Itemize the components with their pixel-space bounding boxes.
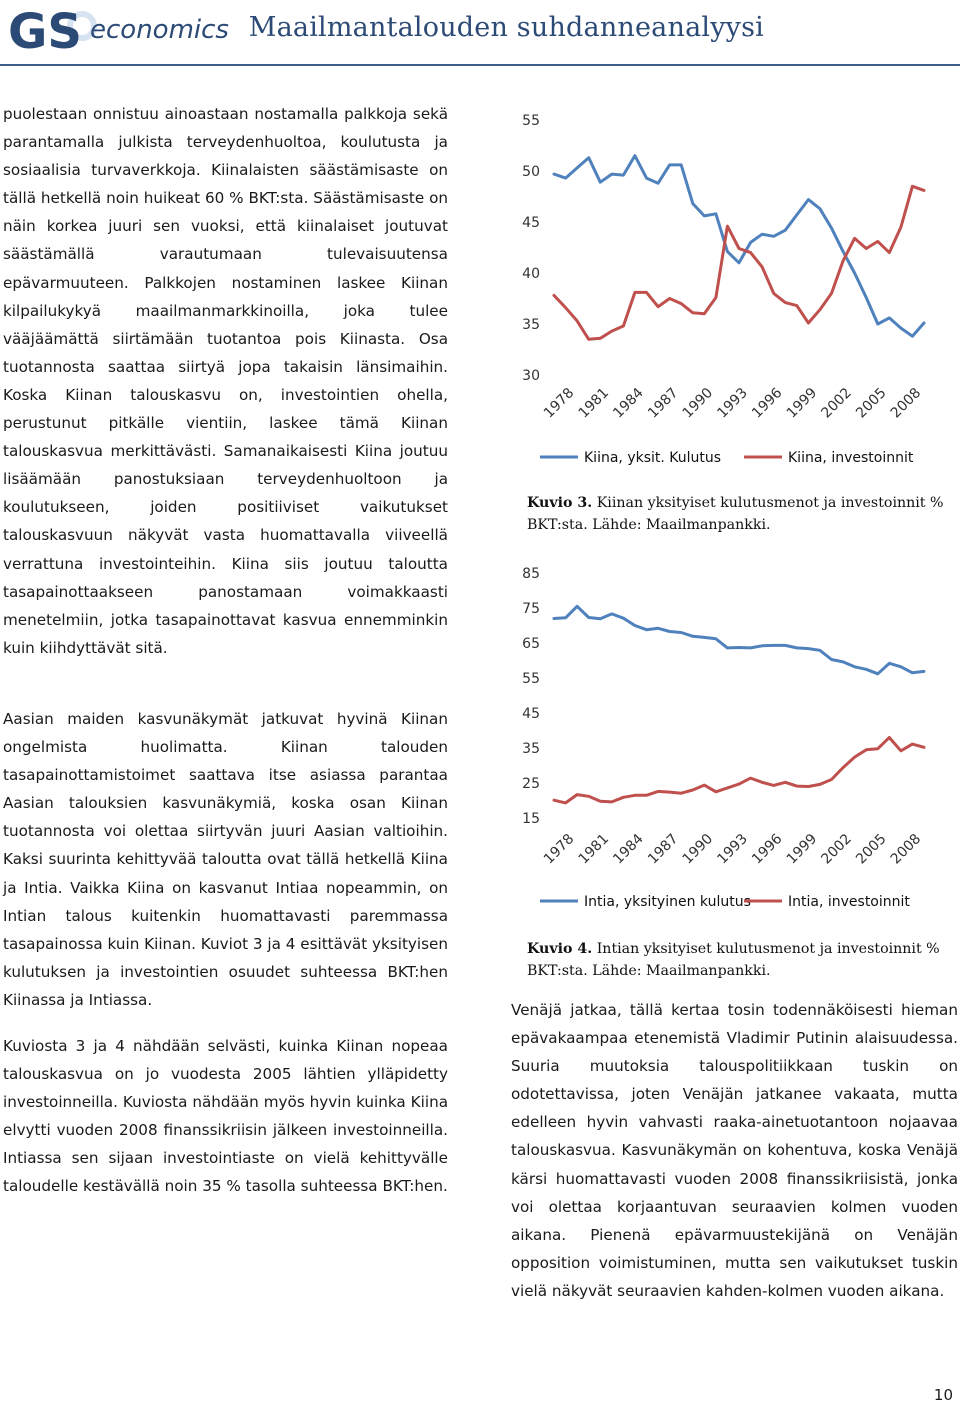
left-paragraph-3 — [3, 1032, 448, 1201]
caption-figure-3 — [527, 492, 947, 536]
x-tick-label: 1999 — [783, 384, 821, 422]
x-tick-label: 1999 — [783, 830, 821, 868]
x-tick-label: 2005 — [853, 384, 890, 422]
y-tick-label: 55 — [522, 113, 540, 129]
caption-3-label: Kuvio 3. — [527, 495, 593, 511]
right-paragraph-1-text: Venäjä jatkaa, tällä kertaa tosin todennäköisesti hieman epävakaampaa etenemistä Vladimir Putinin alaisuudessa. Suuria muutoksia talouspolitiikkaan tuskin on odotettavissa, joten Venäjän jatkanee vakaata, mutta edelleen hyvin vahvasti raaka-ainetuotantoon nojaavaa talouskasvua. Kasvunäkymän on kohentuva, koska Venäjä kärsi huomattavasti vuoden 2008 finanssikriisistä, jonka voi olettaa korjaantuvan seuraavien kolmen vuoden aikana. Pienenä epävarmuustekijänä on Venäjän opposition voimistuminen, mutta sen vaikutukset tuskin vielä näkyvät seuraavien kahden-kolmen vuoden aikana. — [511, 1001, 958, 1300]
chart-china — [512, 100, 952, 480]
y-tick-label: 45 — [522, 215, 540, 231]
x-tick-label: 1981 — [575, 830, 613, 868]
series-line-consumption — [554, 606, 924, 674]
x-tick-label: 1987 — [644, 384, 682, 422]
caption-4-text: Intian yksityiset kulutusmenot ja investoinnit % BKT:sta. Lähde: Maailmanpankki. — [527, 941, 940, 979]
caption-3-text: Kiinan yksityiset kulutusmenot ja investoinnit % BKT:sta. Lähde: Maailmanpankki. — [527, 495, 944, 533]
y-tick-label: 35 — [522, 317, 540, 333]
x-tick-label: 2008 — [887, 384, 925, 422]
y-tick-label: 40 — [522, 266, 540, 282]
y-tick-label: 35 — [522, 741, 540, 757]
x-tick-label: 1990 — [679, 830, 717, 868]
chart-india — [512, 556, 952, 926]
caption-4-label: Kuvio 4. — [527, 941, 593, 957]
y-tick-label: 25 — [522, 776, 540, 792]
logo-economics: economics — [90, 15, 229, 45]
legend-label: Intia, investoinnit — [788, 894, 910, 910]
y-tick-label: 55 — [522, 671, 540, 687]
x-tick-label: 1984 — [610, 384, 647, 422]
x-tick-label: 1996 — [749, 830, 786, 868]
x-tick-label: 1984 — [610, 830, 647, 868]
x-tick-label: 1996 — [749, 384, 786, 422]
legend-label: Intia, yksityinen kulutus — [584, 894, 751, 910]
x-tick-label: 2005 — [853, 830, 890, 868]
caption-figure-4 — [527, 938, 947, 982]
x-tick-label: 1993 — [714, 830, 751, 868]
series-line-investment — [554, 738, 924, 803]
x-tick-label: 1990 — [679, 384, 717, 422]
legend-label: Kiina, yksit. Kulutus — [584, 450, 722, 466]
x-tick-label: 1978 — [540, 830, 578, 868]
left-paragraph-1 — [3, 100, 448, 662]
x-tick-label: 1981 — [575, 384, 613, 422]
x-tick-label: 2002 — [818, 830, 855, 868]
legend-label: Kiina, investoinnit — [788, 450, 914, 466]
y-tick-label: 75 — [522, 601, 540, 617]
y-tick-label: 85 — [522, 566, 540, 582]
x-tick-label: 1993 — [714, 384, 751, 422]
left-paragraph-3-text: Kuviosta 3 ja 4 nähdään selvästi, kuinka Kiinan nopeaa talouskasvua on jo vuodesta 2005 lähtien ylläpidetty investoinneilla. Kuviosta nähdään myös hyvin kuinka Kiina elvytti vuoden 2008 finanssikriisin jälkeen investoinneilla. Intiassa sen sijaan investointiaste on vielä kehittyvälle taloudelle kestävällä noin 35 % tasolla suhteessa BKT:hen. — [3, 1037, 448, 1196]
page-number: 10 — [933, 1386, 953, 1404]
logo-gs: GS — [8, 4, 82, 60]
x-tick-label: 1978 — [540, 384, 578, 422]
header-divider — [0, 64, 960, 66]
y-tick-label: 65 — [522, 636, 540, 652]
right-paragraph-1 — [511, 996, 958, 1305]
y-tick-label: 50 — [522, 164, 540, 180]
left-paragraph-2-text: Aasian maiden kasvunäkymät jatkuvat hyvinä Kiinan ongelmista huolimatta. Kiinan talouden tasapainottamistoimet saattava itse asiassa parantaa Aasian talouksien kasvunäkymiä, koska osan Kiinan tuotannosta voi olettaa siirtyvän juuri Aasian valtioihin. Kaksi suurinta kehittyvää taloutta ovat tällä hetkellä Kiina ja Intia. Vaikka Kiina on kasvanut Intiaa nopeammin, on Intian talous kuitenkin huomattavasti paremmassa tasapainossa kuin Kiinan. Kuviot 3 ja 4 esittävät yksityisen kulutuksen ja investointien osuudet suhteessa BKT:hen Kiinassa ja Intiassa. — [3, 710, 448, 1009]
y-tick-label: 30 — [522, 368, 540, 384]
x-tick-label: 2008 — [887, 830, 925, 868]
page-title: Maailmantalouden suhdanneanalyysi — [248, 12, 764, 43]
x-tick-label: 1987 — [644, 830, 682, 868]
left-paragraph-1-text: puolestaan onnistuu ainoastaan nostamalla palkkoja sekä parantamalla julkista terveydenhuoltoa, koulutusta ja sosiaalisia turvaverkkoja. Kiinalaisten säästämisaste on tällä hetkellä noin huikeat 60 % BKT:sta. Säästämisaste on näin korkea juuri sen vuoksi, että kiinalaiset joutuvat säästämällä varautumaan tulevaisuutensa epävarmuuteen. Palkkojen nostaminen laskee Kiinan kilpailukykyä maailmanmarkkinoilla, joka tulee vääjäämättä siirtämään tuotantoa pois Kiinasta. Osa tuotannosta saattaa siirtyä jopa takaisin länsimaihin. Koska Kiinan talouskasvu on, investointien ohella, perustunut pitkälle vientiin, laskee tämä Kiinan talouskasvua merkittävästi. Samanaikaisesti Kiina joutuu lisäämään panostuksiaan terveydenhuoltoon ja koulutukseen, joiden positiiviset vaikutukset talouskasvuun näkyvät vasta huomattavalla viiveellä verrattuna investointeihin. Kiina siis joutuu taloutta tasapainottaakseen panostamaan voimakkaasti menetelmiin, jotka tasapainottavat kasvua ennemminkin kuin kiihdyttävät sitä. — [3, 105, 448, 657]
y-tick-label: 45 — [522, 706, 540, 722]
y-tick-label: 15 — [522, 811, 540, 827]
left-paragraph-2 — [3, 705, 448, 1014]
x-tick-label: 2002 — [818, 384, 855, 422]
